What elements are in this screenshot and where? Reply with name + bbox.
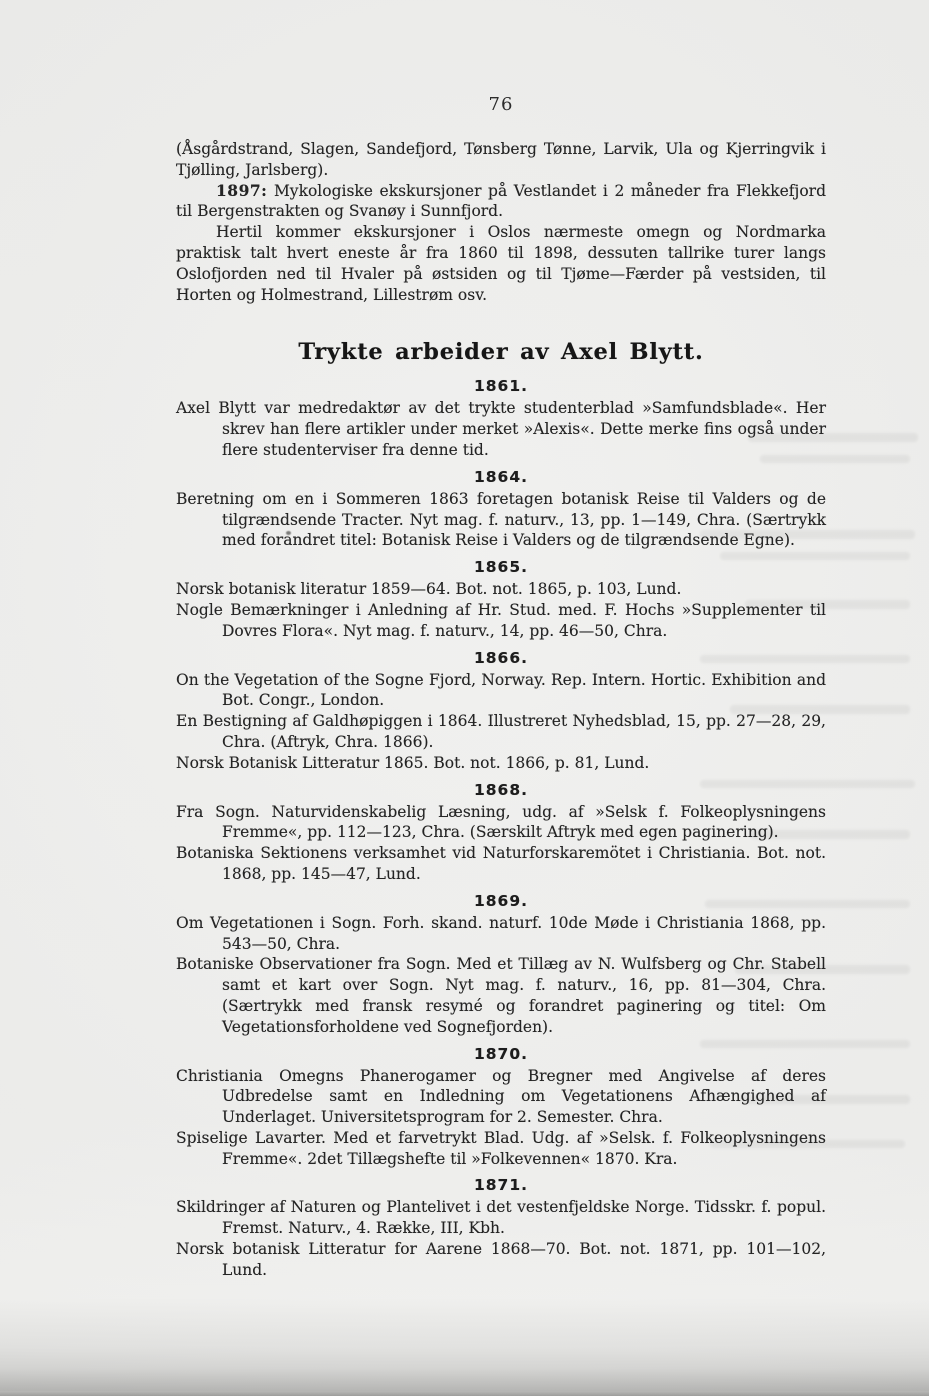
year-heading: 1868. xyxy=(473,780,529,799)
bibliography-entry: Fra Sogn. Naturvidenskabelig Læsning, udg. af »Selsk f. Folkeoplysningens Fremme«, pp. 112—123, Chra. (Særskilt Aftryk med egen paginering). xyxy=(176,802,826,842)
year-heading: 1871. xyxy=(473,1176,529,1195)
bibliography-entry: Om Vegetationen i Sogn. Forh. skand. naturf. 10de Møde i Christiania 1868, pp. 543—50, Chra. xyxy=(176,913,826,953)
bibliography-entry: Norsk botanisk literatur 1859—64. Bot. not. 1865, p. 103, Lund. xyxy=(176,580,682,599)
intro-section xyxy=(176,139,826,305)
year-section-1864 xyxy=(176,468,826,551)
intro-1897-text: Mykologiske ekskursjoner på Vestlandet i 2 måneder fra Flekkefjord til Bergenstrakten og Svanøy i Sunnfjord. xyxy=(176,181,826,221)
year-heading: 1870. xyxy=(473,1044,529,1063)
page-number: 76 xyxy=(488,94,514,115)
year-section-1868 xyxy=(176,781,826,885)
year-section-1865 xyxy=(176,558,826,641)
bibliography-entry: En Bestigning af Galdhøpiggen i 1864. Illustreret Nyhedsblad, 15, pp. 27—28, 29, Chra. (Aftryk, Chra. 1866). xyxy=(176,712,826,751)
intro-additional-paragraph: Hertil kommer ekskursjoner i Oslos nærmeste omegn og Nordmarka praktisk talt hvert eneste år fra 1860 til 1898, dessuten tallrike turer langs Oslofjorden ned til Hvaler på østsiden og til Tjøme—Færder på vestsiden, til Horten og Holmestrand, Lillestrøm osv. xyxy=(176,223,826,304)
bibliography-entry: Nogle Bemærkninger i Anledning af Hr. Stud. med. F. Hochs »Supplementer til Dovres Flora«. Nyt mag. f. naturv., 14, pp. 46—50, Chra. xyxy=(176,600,826,640)
year-heading: 1865. xyxy=(473,558,529,577)
year-section-1861 xyxy=(176,377,826,460)
bibliography-entry: Botaniska Sektionens verksamhet vid Naturforskaremötet i Christiania. Bot. not. 1868, pp. 145—47, Lund. xyxy=(176,844,826,883)
bibliography-entry: Norsk Botanisk Litteratur 1865. Bot. not. 1866, p. 81, Lund. xyxy=(176,753,650,772)
text-block xyxy=(176,94,826,1281)
year-heading: 1866. xyxy=(473,648,529,667)
intro-1897-year-label: 1897: xyxy=(216,180,268,200)
intro-continuation-paragraph: (Åsgårdstrand, Slagen, Sandefjord, Tønsberg Tønne, Larvik, Ula og Kjerringvik i Tjølling, Jarlsberg). xyxy=(176,140,826,179)
bibliography-entry: Spiselige Lavarter. Med et farvetrykt Blad. Udg. af »Selsk. f. Folkeoplysningens Fremme«. 2det Tillægshefte til »Folkevennen« 1870. Kra. xyxy=(176,1128,826,1168)
year-heading: 1864. xyxy=(473,467,529,486)
year-heading: 1869. xyxy=(473,891,529,910)
year-section-1870 xyxy=(176,1045,826,1170)
bibliography-entry: On the Vegetation of the Sogne Fjord, Norway. Rep. Intern. Hortic. Exhibition and Bot. Congr., London. xyxy=(176,670,826,710)
bibliography-entry: Skildringer af Naturen og Plantelivet i det vestenfjeldske Norge. Tidsskr. f. popul. Fremst. Naturv., 4. Række, III, Kbh. xyxy=(176,1198,826,1238)
intro-1897-paragraph xyxy=(176,181,826,223)
year-heading: 1861. xyxy=(473,377,529,396)
bibliography-entry: Christiania Omegns Phanerogamer og Bregner med Angivelse af deres Udbredelse samt en Indledning om Vegetationens Afhængighed af Underlaget. Universitetsprogram for 2. Semester. Chra. xyxy=(176,1066,826,1127)
year-section-1866 xyxy=(176,649,826,774)
bibliography-entry: Beretning om en i Sommeren 1863 foretagen botanisk Reise til Valders og de tilgrændsende Tracter. Nyt mag. f. naturv., 13, pp. 1—149, Chra. (Særtrykk med forandret titel: Botanisk Reise i Valders og de tilgrændsende Egne). xyxy=(176,489,826,550)
bibliography-title: Trykte arbeider av Axel Blytt. xyxy=(298,339,704,366)
page-bottom-edge xyxy=(0,1391,929,1396)
bibliography-entry: Botaniske Observationer fra Sogn. Med et Tillæg av N. Wulfsberg og Chr. Stabell samt et kart over Sogn. Nyt mag. f. naturv., 16, pp. 81—304, Chra. (Særtrykk med fransk resymé og forandret paginering og titel: Om Vegetationsforholdene ved Sognefjorden). xyxy=(176,955,826,1036)
year-section-1869 xyxy=(176,892,826,1038)
bibliography-entry: Axel Blytt var medredaktør av det trykte studenterblad »Samfundsblade«. Her skrev han flere artikler under merket »Alexis«. Dette merke fins også under flere studenterviser fra denne tid. xyxy=(176,399,826,459)
year-section-1871 xyxy=(176,1176,826,1280)
bibliography-entry: Norsk botanisk Litteratur for Aarene 1868—70. Bot. not. 1871, pp. 101—102, Lund. xyxy=(176,1240,826,1279)
